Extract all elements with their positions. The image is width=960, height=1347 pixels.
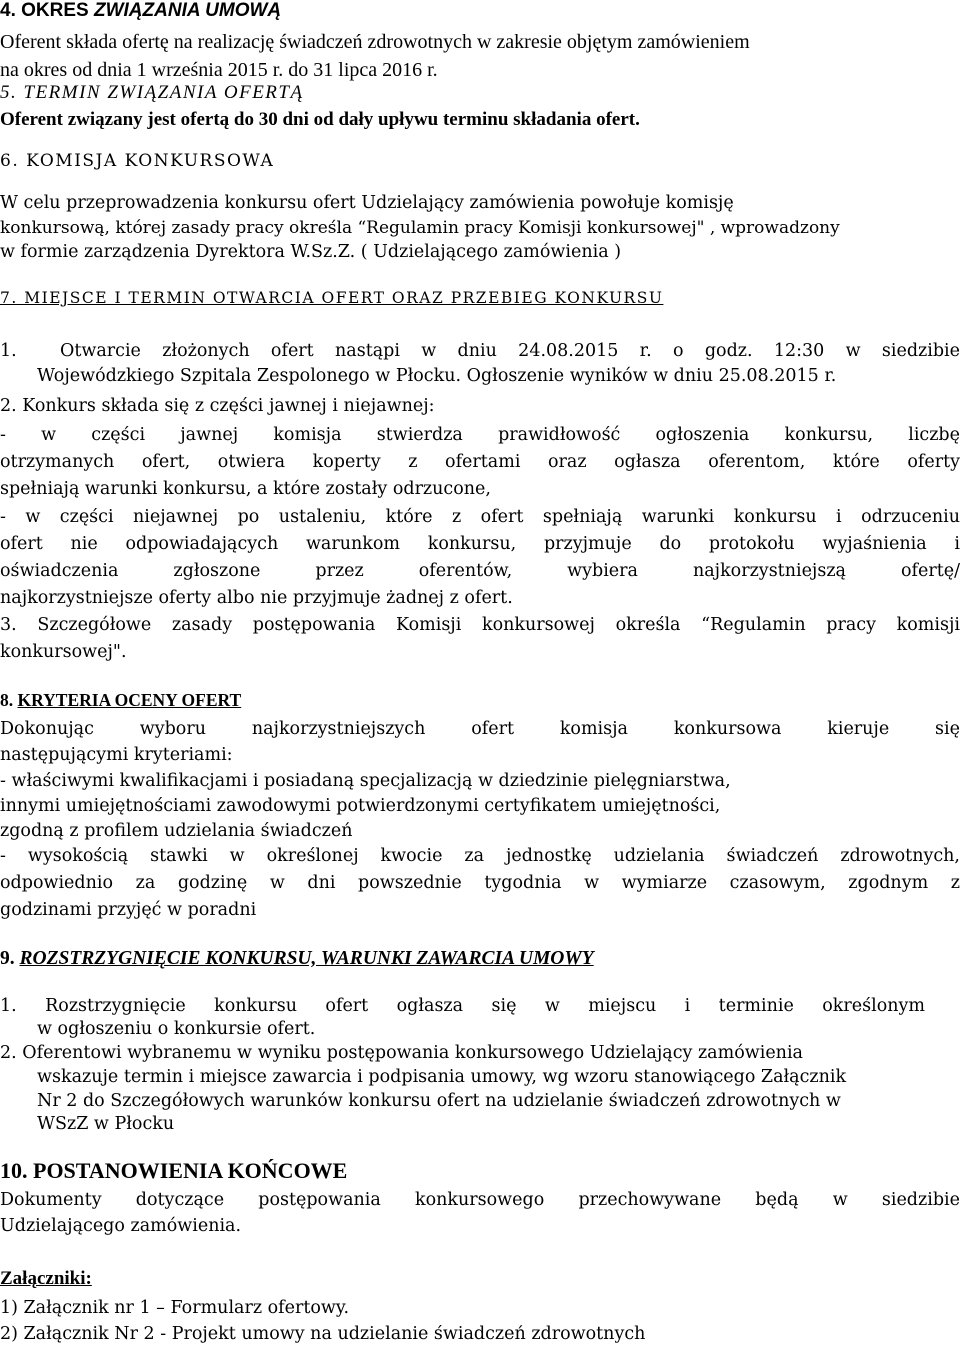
- section-5-heading: 5. TERMIN ZWIĄZANIA OFERTĄ: [0, 82, 304, 103]
- section-9-item-1-line-1: 1. Rozstrzygnięcie konkursu ofert ogłasza się w miejscu i terminie określonym: [0, 996, 925, 1016]
- section-8-line-3: - właściwymi kwalifikacjami i posiadaną specjalizacją w dziedzinie pielęgniarstwa,: [0, 771, 731, 791]
- section-10-heading: 10. POSTANOWIENIA KOŃCOWE: [0, 1158, 348, 1183]
- section-6-line-2: konkursową, której zasady pracy określa “Regulamin pracy Komisji konkursowej" , wprowadzony: [0, 218, 840, 238]
- section-10-line-2: Udzielającego zamówienia.: [0, 1216, 242, 1236]
- section-8-line-5: zgodną z profilem udzielania świadczeń: [0, 821, 353, 841]
- section-9-item-2-line-2: wskazuje termin i miejsce zawarcia i podpisania umowy, wg wzoru stanowiącego Załącznik: [37, 1067, 847, 1087]
- section-9-title: ROZSTRZYGNIĘCIE KONKURSU, WARUNKI ZAWARCIA UMOWY: [19, 948, 594, 969]
- section-9-number: 9.: [0, 948, 20, 969]
- section-4-title: ZWIĄZANIA UMOWĄ: [93, 0, 282, 21]
- section-6-line-1: W celu przeprowadzenia konkursu ofert Udzielający zamówienia powołuje komisję: [0, 193, 734, 213]
- section-9-item-2-line-3: Nr 2 do Szczegółowych warunków konkursu ofert na udzielanie świadczeń zdrowotnych w: [37, 1091, 841, 1111]
- section-4-heading: [0, 0, 281, 22]
- section-7-item-1-line-1: Otwarcie złożonych ofert nastąpi w dniu 24.08.2015 r. o godz. 12:30 w siedzibie: [60, 341, 960, 361]
- section-6-line-3: w formie zarządzenia Dyrektora W.Sz.Z. ( Udzielającego zamówienia ): [0, 242, 622, 262]
- section-8-line-6: - wysokością stawki w określonej kwocie za jednostkę udzielania świadczeń zdrowotnych,: [0, 846, 960, 866]
- section-9-item-2-line-1: 2. Oferentowi wybranemu w wyniku postępowania konkursowego Udzielający zamówienia: [0, 1043, 803, 1063]
- section-10-line-1: Dokumenty dotyczące postępowania konkursowego przechowywane będą w siedzibie: [0, 1190, 960, 1210]
- section-9-item-1-line-2: w ogłoszeniu o konkursie ofert.: [37, 1019, 316, 1039]
- section-9-heading: [0, 948, 594, 970]
- section-7-item-2-line-8: najkorzystniejsze oferty albo nie przyjmuje żadnej z ofert.: [0, 588, 513, 608]
- section-7-item-2-line-4: spełniają warunki konkursu, a które zostały odrzucone,: [0, 479, 491, 499]
- section-9-item-2-line-4: WSzZ w Płocku: [37, 1114, 175, 1134]
- section-8-line-7: odpowiednio za godzinę w dni powszednie tygodnia w wymiarze czasowym, zgodnym z: [0, 873, 960, 893]
- section-7-heading: 7. MIEJSCE I TERMIN OTWARCIA OFERT ORAZ PRZEBIEG KONKURSU: [0, 289, 664, 307]
- attachment-item-1: 1) Załącznik nr 1 – Formularz ofertowy.: [0, 1298, 350, 1318]
- section-7-item-2-line-2: - w części jawnej komisja stwierdza prawidłowość ogłoszenia konkursu, liczbę: [0, 425, 960, 445]
- section-8-line-1: Dokonując wyboru najkorzystniejszych ofert komisja konkursowa kieruje się: [0, 719, 960, 739]
- section-5-line-1: Oferent związany jest ofertą do 30 dni od dały upływu terminu składania ofert.: [0, 109, 640, 130]
- section-7-item-2-line-3: otrzymanych ofert, otwiera koperty z ofertami oraz ogłasza oferentom, które oferty: [0, 452, 960, 472]
- section-8-title: KRYTERIA OCENY OFERT: [17, 690, 242, 710]
- section-7-item-2-line-5: - w części niejawnej po ustaleniu, które z ofert spełniają warunki konkursu i odrzuceniu: [0, 507, 960, 527]
- section-8-line-8: godzinami przyjęć w poradni: [0, 900, 257, 920]
- section-7-item-2-line-7: oświadczenia zgłoszone przez oferentów, wybiera najkorzystniejszą ofertę/: [0, 561, 960, 581]
- section-6-heading: 6. KOMISJA KONKURSOWA: [0, 151, 275, 171]
- section-8-line-2: następującymi kryteriami:: [0, 745, 233, 765]
- section-4-line-1: Oferent składa ofertę na realizację świadczeń zdrowotnych w zakresie objętym zamówieniem: [0, 31, 750, 53]
- section-7-item-1-number: 1.: [0, 341, 17, 361]
- section-4-line-2: na okres od dnia 1 września 2015 r. do 31 lipca 2016 r.: [0, 59, 438, 81]
- section-7-item-2-line-6: ofert nie odpowiadających warunkom konkursu, przyjmuje do protokołu wyjaśnienia i: [0, 534, 960, 554]
- section-8-heading: [0, 690, 241, 711]
- attachments-heading: Załączniki:: [0, 1268, 92, 1289]
- section-7-item-3-line-1: 3. Szczegółowe zasady postępowania Komisji konkursowej określa “Regulamin pracy komisji: [0, 615, 960, 635]
- section-7-item-3-line-2: konkursowej".: [0, 642, 127, 662]
- section-8-line-4: innymi umiejętnościami zawodowymi potwierdzonymi certyfikatem umiejętności,: [0, 796, 721, 816]
- section-7-item-2-line-1: 2. Konkurs składa się z części jawnej i niejawnej:: [0, 396, 435, 416]
- attachment-item-2: 2) Załącznik Nr 2 - Projekt umowy na udzielanie świadczeń zdrowotnych: [0, 1324, 646, 1344]
- section-8-number: 8.: [0, 690, 18, 710]
- section-4-number: 4. OKRES: [0, 0, 94, 21]
- section-7-item-1-line-2: Wojewódzkiego Szpitala Zespolonego w Płocku. Ogłoszenie wyników w dniu 25.08.2015 r.: [37, 366, 837, 386]
